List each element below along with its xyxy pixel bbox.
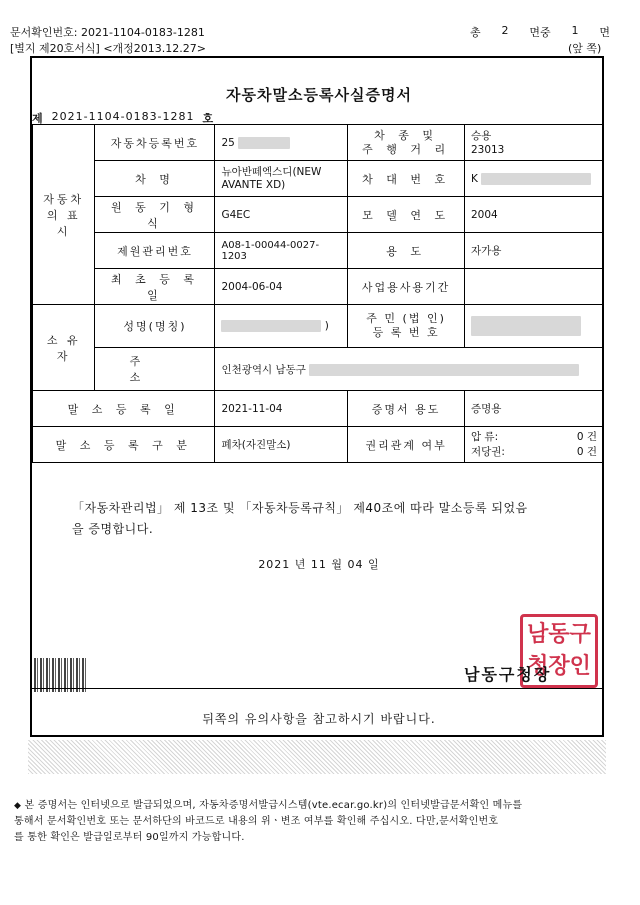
reg-no-label: 자동차등록번호 bbox=[95, 125, 215, 161]
owner-name-value: ) bbox=[324, 320, 329, 332]
type-label-cell bbox=[348, 125, 465, 161]
section-owner: 소 유 자 bbox=[33, 305, 95, 391]
redacted-block bbox=[221, 320, 321, 332]
purpose-label: 증명서 용도 bbox=[348, 391, 465, 427]
table-row bbox=[33, 197, 604, 233]
page-total: 2 bbox=[501, 24, 509, 37]
footer-line-3: 를 통한 확인은 발급일로부터 90일까지 가능합니다. bbox=[14, 832, 245, 843]
type-label-2: 주 행 거 리 bbox=[362, 142, 451, 156]
redacted-block bbox=[309, 364, 579, 376]
use-label: 용 도 bbox=[348, 233, 465, 269]
seizure-value: 0 건 bbox=[576, 430, 597, 443]
table-row bbox=[33, 125, 604, 161]
redacted-block bbox=[238, 137, 290, 149]
footer-line-2: 통해서 문서확인번호 또는 문서하단의 바코드로 내용의 위ㆍ변조 여부를 확인해 주십시오. 다만,문서확인번호 bbox=[14, 816, 499, 827]
mortgage-value: 0 건 bbox=[576, 445, 597, 458]
spec-label: 제원관리번호 bbox=[95, 233, 215, 269]
dereg-date-label: 말 소 등 록 일 bbox=[33, 391, 215, 427]
first-reg-value: 2004-06-04 bbox=[215, 269, 348, 305]
footer-text-1: 본 증명서는 인터넷으로 발급되었으며, 자동차증명서발급시스템(vte.ecar.go.kr)의 인터넷발급문서확인 메뉴를 bbox=[24, 800, 523, 811]
engine-label: 원 동 기 형 식 bbox=[95, 197, 215, 233]
security-pattern bbox=[28, 740, 606, 774]
year-label: 모 델 연 도 bbox=[348, 197, 465, 233]
diamond-icon: ◆ bbox=[14, 801, 22, 811]
owner-name-cell bbox=[215, 305, 348, 348]
statement-line-2: 을 증명합니다. bbox=[72, 522, 154, 536]
owner-id-label-2: 등 록 번 호 bbox=[372, 326, 440, 339]
table-row bbox=[33, 269, 604, 305]
page-unit: 면 bbox=[599, 26, 610, 39]
table-row bbox=[33, 161, 604, 197]
issuer-name: 남동구청장 bbox=[464, 665, 552, 684]
page-current-label: 면중 bbox=[529, 26, 551, 39]
mortgage-label: 저당권: bbox=[470, 445, 505, 458]
statement bbox=[72, 498, 572, 540]
seal-line-1: 남동구 bbox=[527, 622, 591, 647]
owner-id-label-1: 주 민 (법 인) bbox=[366, 312, 446, 325]
owner-id-cell bbox=[464, 305, 603, 348]
spec-value: A08-1-00044-0027-1203 bbox=[215, 233, 348, 269]
seizure-label: 압 류: bbox=[470, 430, 499, 443]
year-value: 2004 bbox=[464, 197, 603, 233]
seizure-row bbox=[471, 430, 597, 445]
owner-id-label-cell bbox=[348, 305, 465, 348]
name-value: 뉴아반떼엑스디(NEW AVANTE XD) bbox=[215, 161, 348, 197]
type-value-1: 승용 bbox=[470, 129, 492, 142]
form-number: [별지 제20호서식] <개정2013.12.27> bbox=[10, 42, 206, 55]
rights-cell bbox=[464, 427, 603, 463]
certificate-table bbox=[32, 124, 604, 463]
issue-date: 2021 년 11 월 04 일 bbox=[258, 558, 380, 571]
footer-line-1 bbox=[14, 798, 614, 814]
reg-no-value: 25 bbox=[221, 136, 235, 149]
table-row bbox=[33, 305, 604, 348]
divider bbox=[32, 688, 604, 689]
address-cell bbox=[215, 348, 604, 391]
owner-name-label: 성명(명칭) bbox=[95, 305, 215, 348]
table-row bbox=[33, 348, 604, 391]
redacted-block bbox=[481, 173, 591, 185]
certificate-title: 자동차말소등록사실증명서 bbox=[226, 86, 412, 104]
cert-suffix: 호 bbox=[202, 112, 215, 125]
table-row bbox=[33, 427, 604, 463]
rights-label: 권리관계 여부 bbox=[348, 427, 465, 463]
biz-period-label: 사업용사용기간 bbox=[348, 269, 465, 305]
type-label-1: 차 종 및 bbox=[374, 128, 439, 142]
document-confirm-number: 문서확인번호: 2021-1104-0183-1281 bbox=[10, 26, 205, 39]
page-total-label: 총 bbox=[470, 26, 481, 39]
side-note: (앞 쪽) bbox=[568, 42, 602, 55]
address-value: 인천광역시 남동구 bbox=[221, 363, 306, 376]
dereg-date-value: 2021-11-04 bbox=[215, 391, 348, 427]
page-current: 1 bbox=[571, 24, 579, 37]
vin-value: K bbox=[470, 172, 478, 185]
table-row bbox=[33, 391, 604, 427]
footer-notice bbox=[14, 798, 614, 846]
page-info bbox=[470, 24, 610, 40]
name-label: 차 명 bbox=[95, 161, 215, 197]
type-value-2: 23013 bbox=[470, 143, 505, 156]
cert-number: 2021-1104-0183-1281 bbox=[51, 110, 195, 123]
engine-value: G4EC bbox=[215, 197, 348, 233]
dereg-type-value: 폐차(자진말소) bbox=[215, 427, 348, 463]
barcode bbox=[34, 658, 86, 692]
vin-label: 차 대 번 호 bbox=[348, 161, 465, 197]
purpose-value: 증명용 bbox=[464, 391, 603, 427]
section-vehicle: 자동차의 표 시 bbox=[33, 125, 95, 305]
dereg-type-label: 말 소 등 록 구 분 bbox=[33, 427, 215, 463]
certificate-frame bbox=[30, 56, 604, 737]
type-value-cell bbox=[464, 125, 603, 161]
reg-no-cell bbox=[215, 125, 348, 161]
seal-line-2: 청장인 bbox=[527, 654, 591, 679]
biz-period-value bbox=[464, 269, 603, 305]
statement-line-1: 「자동차관리법」 제 13조 및 「자동차등록규칙」 제40조에 따라 말소등록 되었음 bbox=[72, 501, 528, 515]
address-label: 주 소 bbox=[95, 348, 215, 391]
vin-cell bbox=[464, 161, 603, 197]
table-row bbox=[33, 233, 604, 269]
use-value: 자가용 bbox=[464, 233, 603, 269]
back-page-note: 뒤쪽의 유의사항을 참고하시기 바랍니다. bbox=[202, 712, 436, 726]
mortgage-row bbox=[471, 445, 597, 460]
cert-prefix: 제 bbox=[32, 112, 44, 125]
redacted-block bbox=[471, 316, 581, 336]
first-reg-label: 최 초 등 록 일 bbox=[95, 269, 215, 305]
